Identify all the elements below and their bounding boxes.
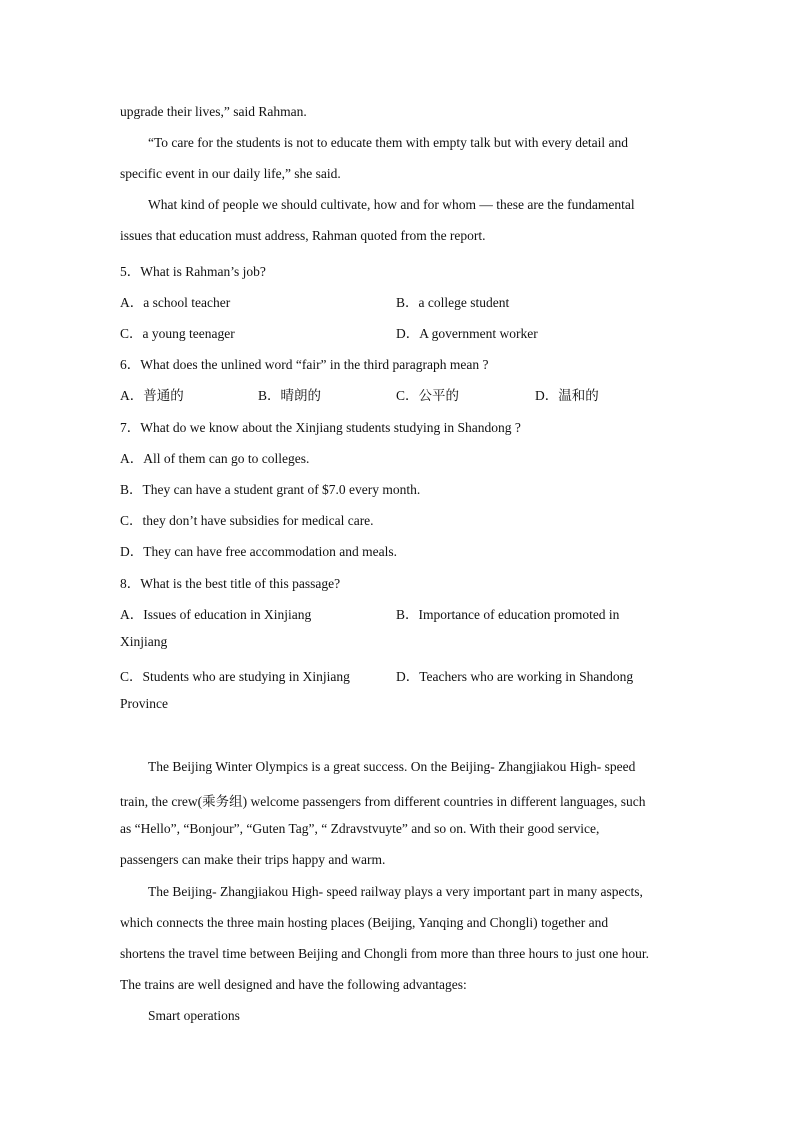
passage2-line: as “Hello”, “Bonjour”, “Guten Tag”, “ Zdravstvuyte” and so on. With their good service, [120,821,600,836]
passage2-line: shortens the travel time between Beijing and Chongli from more than three hours to just one hour. [120,946,650,961]
passage2-line: passengers can make their trips happy and warm. [120,852,386,867]
question-8-option-d-continued: Province [120,696,168,711]
question-6-option-d: D．温和的 [535,388,599,403]
question-7-option-c: C．they don’t have subsidies for medical care. [120,513,374,528]
passage2-line: which connects the three main hosting places (Beijing, Yanqing and Chongli) together and [120,915,609,930]
question-6-stem: 6．What does the unlined word “fair” in the third paragraph mean ? [120,357,489,372]
passage2-line: The Beijing Winter Olympics is a great success. On the Beijing- Zhangjiakou High- speed [148,759,636,774]
question-8-option-d: D．Teachers who are working in Shandong [396,669,634,684]
question-6-option-c: C．公平的 [396,388,460,403]
passage1-line: issues that education must address, Rahman quoted from the report. [120,228,486,243]
question-8-option-b: B．Importance of education promoted in [396,607,620,622]
question-7-stem: 7．What do we know about the Xinjiang students studying in Shandong ? [120,420,521,435]
passage2-line: The trains are well designed and have the following advantages: [120,977,467,992]
passage2-line: train, the crew(乘务组) welcome passengers from different countries in different languages, such [120,794,646,809]
section-heading-smart-operations: Smart operations [148,1008,240,1023]
question-5-option-c: C．a young teenager [120,326,235,341]
question-8-option-c: C．Students who are studying in Xinjiang [120,669,350,684]
question-5-option-d: D．A government worker [396,326,538,341]
question-5-option-a: A．a school teacher [120,295,231,310]
question-7-option-b: B．They can have a student grant of $7.0 every month. [120,482,421,497]
passage1-line: What kind of people we should cultivate, how and for whom — these are the fundamental [148,197,635,212]
question-6-option-b: B．晴朗的 [258,388,322,403]
question-5-stem: 5．What is Rahman’s job? [120,264,266,279]
question-7-option-a: A．All of them can go to colleges. [120,451,310,466]
question-6-option-a: A．普通的 [120,388,184,403]
passage1-line: specific event in our daily life,” she said. [120,166,341,181]
question-5-option-b: B．a college student [396,295,510,310]
question-8-option-b-continued: Xinjiang [120,634,168,649]
question-7-option-d: D．They can have free accommodation and meals. [120,544,398,559]
question-8-option-a: A．Issues of education in Xinjiang [120,607,312,622]
passage1-line: upgrade their lives,” said Rahman. [120,104,307,119]
passage1-line: “To care for the students is not to educate them with empty talk but with every detail and [148,135,629,150]
passage2-line: The Beijing- Zhangjiakou High- speed railway plays a very important part in many aspects, [148,884,643,899]
question-8-stem: 8．What is the best title of this passage? [120,576,341,591]
